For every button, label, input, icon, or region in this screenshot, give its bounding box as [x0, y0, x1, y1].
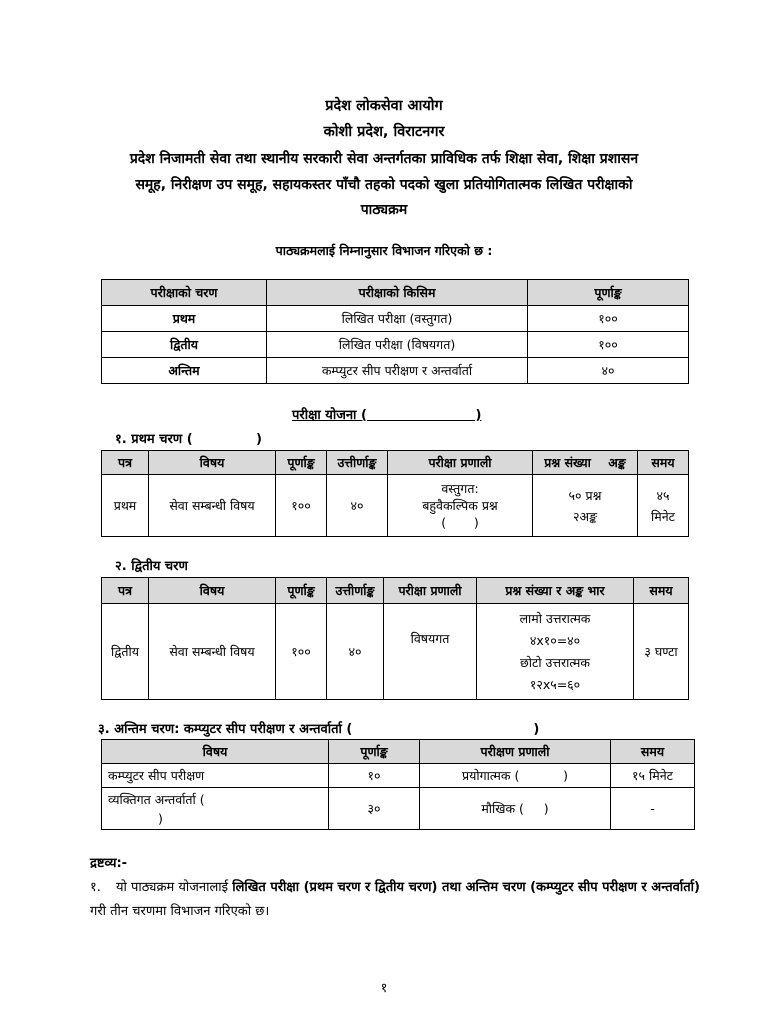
questions-line: लामो उत्तरात्मक — [519, 610, 591, 626]
system-cell: प्रयोगात्मक ( ) — [420, 764, 611, 788]
title-line-3: पाठ्यक्रम — [360, 202, 408, 218]
page-number: १ — [380, 981, 388, 996]
col-pass: उत्तीर्णाङ्क — [327, 578, 384, 604]
paper-cell: द्वितीय — [102, 604, 149, 700]
final-stage-title: ३. अन्तिम चरण: कम्प्युटर सीप परीक्षण र अन्तर्वार्ता ( ) — [98, 722, 540, 737]
col-marks: पूर्णाङ्क — [329, 740, 420, 764]
stages-table — [101, 279, 689, 384]
marks-cell: ४० — [528, 358, 689, 384]
type-cell: लिखित परीक्षा (वस्तुगत) — [267, 306, 528, 332]
col-subject: विषय — [149, 451, 276, 475]
second-stage-table — [101, 577, 689, 700]
col-subject: विषय — [149, 578, 276, 604]
note-text-bold: लिखित परीक्षा (प्रथम चरण र द्वितीय चरण) तथा अन्तिम चरण (कम्प्युटर सीप परीक्षण र अन्तर्वार्ता) — [232, 880, 700, 895]
col-system: परीक्षा प्रणाली — [388, 451, 533, 475]
second-stage-title: २. द्वितीय चरण — [115, 559, 188, 574]
questions-line: ४x१०=४० — [529, 632, 581, 648]
marks-cell: १०० — [528, 332, 689, 358]
system-line: ( ) — [441, 515, 479, 530]
first-stage-table — [101, 450, 689, 537]
col-full: पूर्णाङ्क — [276, 451, 327, 475]
col-questions: प्रश्न संख्या र अङ्क भार — [477, 578, 634, 604]
time-cell: १५ मिनेट — [611, 764, 695, 788]
col-paper: पत्र — [102, 451, 149, 475]
table-row — [102, 788, 695, 830]
questions-cell — [533, 475, 638, 537]
col-system: परीक्षा प्रणाली — [384, 578, 477, 604]
time-cell — [638, 475, 689, 537]
first-stage-title: १. प्रथम चरण ( ) — [115, 432, 262, 447]
subject-cell: सेवा सम्बन्धी विषय — [149, 604, 276, 700]
col-paper: पत्र — [102, 578, 149, 604]
note-text-post: गरी तीन चरणमा विभाजन गरिएको छ। — [90, 904, 270, 919]
col-questions: प्रश्न संख्या अङ्क — [533, 451, 638, 475]
col-time: समय — [611, 740, 695, 764]
subject-cell: कम्प्युटर सीप परीक्षण — [102, 764, 329, 788]
marks-cell: १० — [329, 764, 420, 788]
system-cell: विषयगत — [384, 604, 477, 700]
system-cell — [388, 475, 533, 537]
col-subject: विषय — [102, 740, 329, 764]
full-marks-cell: १०० — [276, 604, 327, 700]
note-number: १. — [90, 880, 101, 895]
table-row — [102, 306, 689, 332]
scheme-title: परीक्षा योजना ( ) — [292, 408, 482, 423]
table-row — [102, 475, 689, 537]
subject-line: व्यक्तिगत अन्तर्वार्ता ( — [108, 791, 205, 807]
col-system: परीक्षण प्रणाली — [420, 740, 611, 764]
marks-cell: १०० — [528, 306, 689, 332]
subject-cell: सेवा सम्बन्धी विषय — [149, 475, 276, 537]
time-cell: - — [611, 788, 695, 830]
pass-marks-cell: ४० — [327, 604, 384, 700]
table-row — [102, 604, 689, 700]
marks-cell: ३० — [329, 788, 420, 830]
paper-cell: प्रथम — [102, 475, 149, 537]
subject-cell — [102, 788, 329, 830]
stage-cell: अन्तिम — [102, 358, 267, 384]
title-line-1: प्रदेश निजामती सेवा तथा स्थानीय सरकारी सेवा अन्तर्गतका प्राविधिक तर्फ शिक्षा सेवा, शिक्षा प्रशासन — [129, 151, 639, 167]
col-full: पूर्णाङ्क — [276, 578, 327, 604]
col-stage: परीक्षाको चरण — [102, 280, 267, 306]
col-time: समय — [634, 578, 689, 604]
time-line: मिनेट — [651, 508, 675, 524]
time-cell: ३ घण्टा — [634, 604, 689, 700]
system-line: वस्तुगत: — [441, 481, 479, 496]
questions-line: ५० प्रश्न — [568, 487, 602, 503]
table-row — [102, 764, 695, 788]
table-row — [102, 358, 689, 384]
type-cell: कम्प्युटर सीप परीक्षण र अन्तर्वार्ता — [267, 358, 528, 384]
system-cell: मौखिक ( ) — [420, 788, 611, 830]
time-line: ४५ — [656, 487, 670, 503]
col-time: समय — [638, 451, 689, 475]
questions-line: १२x५=६० — [529, 676, 581, 692]
commission-name: प्रदेश लोकसेवा आयोग — [325, 98, 443, 114]
final-stage-table — [101, 739, 695, 830]
type-cell: लिखित परीक्षा (विषयगत) — [267, 332, 528, 358]
questions-line: छोटो उत्तरात्मक — [520, 654, 590, 670]
col-type: परीक्षाको किसिम — [267, 280, 528, 306]
col-marks: पूर्णाङ्क — [528, 280, 689, 306]
questions-line: २अङ्क — [573, 508, 597, 524]
full-marks-cell: १०० — [276, 475, 327, 537]
subject-line: ) — [158, 810, 163, 826]
stage-cell: प्रथम — [102, 306, 267, 332]
note-item — [90, 876, 710, 924]
intro-text: पाठ्यक्रमलाई निम्नानुसार विभाजन गरिएको छ : — [275, 243, 493, 258]
system-line: बहुवैकल्पिक प्रश्न — [422, 498, 498, 513]
notes-title: द्रष्टव्य:- — [90, 856, 128, 871]
questions-cell — [477, 604, 634, 700]
title-line-2: समूह, निरीक्षण उप समूह, सहायकस्तर पाँचौ तहको पदको खुला प्रतियोगितात्मक लिखित परीक्षाको — [135, 177, 633, 193]
stage-cell: द्वितीय — [102, 332, 267, 358]
province-location: कोशी प्रदेश, विराटनगर — [323, 124, 445, 140]
pass-marks-cell: ४० — [327, 475, 388, 537]
table-row — [102, 332, 689, 358]
col-pass: उत्तीर्णाङ्क — [327, 451, 388, 475]
note-text-pre: यो पाठ्यक्रम योजनालाई — [116, 880, 233, 895]
